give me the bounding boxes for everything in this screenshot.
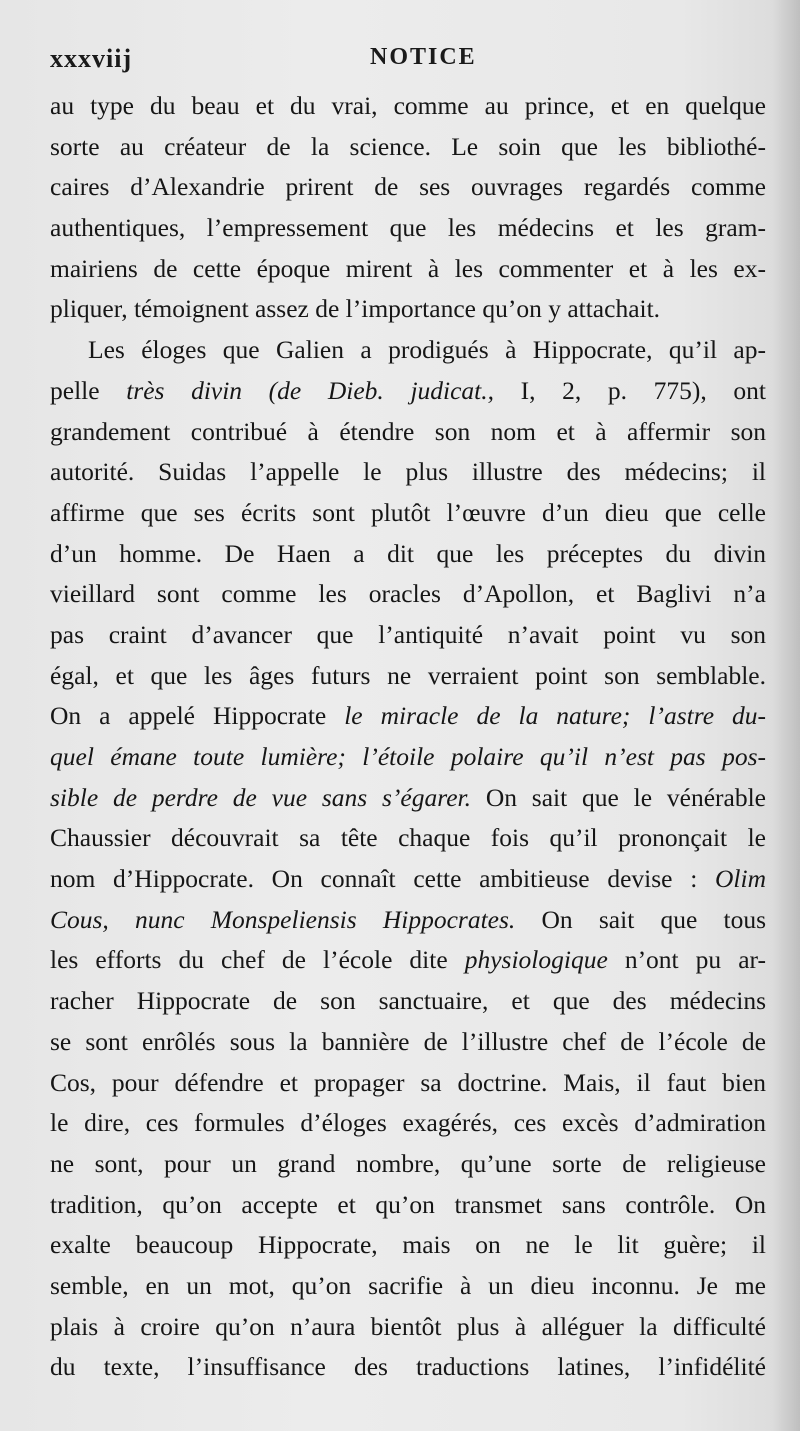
text-run: semble, en un mot, qu’on sacrifie à un dieu inconnu. Je me — [50, 1270, 766, 1300]
text-line — [50, 1225, 766, 1266]
text-run: sorte au créateur de la science. Le soin que les bibliothé- — [50, 131, 766, 161]
text-run: plais à croire qu’on n’aura bientôt plus à alléguer la difficulté — [50, 1311, 766, 1341]
text-line — [50, 1266, 766, 1307]
text-run: On sait que le vénérable — [471, 782, 766, 812]
text-line — [50, 1103, 766, 1144]
text-line — [50, 493, 766, 534]
text-line — [50, 208, 766, 249]
page-edge-shadow — [772, 0, 800, 1431]
text-run: caires d’Alexandrie prirent de ses ouvrages regardés comme — [50, 172, 766, 202]
text-line — [50, 167, 766, 208]
text-line — [50, 859, 766, 900]
italic-text: sible de perdre de vue sans s’égarer. — [50, 782, 472, 812]
text-run: Les éloges que Galien a prodigués à Hippocrate, qu’il ap- — [88, 335, 766, 365]
text-run: On sait que tous — [515, 904, 766, 934]
text-run: le dire, ces formules d’éloges exagérés, ces excès d’admiration — [50, 1108, 766, 1138]
italic-text: quel émane toute lumière; l’étoile polaire qu’il n’est pas pos- — [50, 742, 766, 771]
text-run: nom d’Hippocrate. On connaît cette ambitieuse devise : — [50, 864, 715, 894]
text-run: les efforts du chef de l’école dite — [50, 945, 465, 975]
text-run: égal, et que les âges futurs ne verraient point son semblable. — [50, 660, 766, 690]
text-run: racher Hippocrate de son sanctuaire, et que des médecins — [50, 986, 766, 1016]
text-line — [50, 371, 766, 412]
text-run: pliquer, témoignent assez de l’importance qu’on y attachait. — [50, 294, 661, 324]
text-line — [50, 534, 766, 575]
text-line — [50, 86, 766, 127]
text-line — [50, 900, 766, 941]
text-run: pelle — [50, 375, 127, 405]
text-line — [50, 412, 766, 453]
italic-text: très divin (de Dieb. judicat., — [126, 375, 495, 405]
italic-text: le miracle de la nature; l’astre du- — [344, 701, 766, 731]
text-line — [50, 452, 766, 493]
text-run: affirme que ses écrits sont plutôt l’œuvre d’un dieu que celle — [50, 497, 766, 527]
italic-text: Olim — [715, 864, 766, 894]
text-run: tradition, qu’on accepte et qu’on transmet sans contrôle. On — [50, 1189, 766, 1219]
text-line — [50, 981, 766, 1022]
text-run: pas craint d’avancer que l’antiquité n’avait point vu son — [50, 619, 766, 649]
text-line — [50, 1185, 766, 1226]
text-run: grandement contribué à étendre son nom et à affermir son — [50, 416, 766, 446]
text-line — [50, 1307, 766, 1348]
text-run: On a appelé Hippocrate — [50, 701, 345, 731]
text-line — [50, 696, 766, 737]
text-run: Cos, pour défendre et propager sa doctrine. Mais, il faut bien — [50, 1067, 766, 1097]
text-run: exalte beaucoup Hippocrate, mais on ne le lit guère; il — [50, 1230, 766, 1260]
text-line — [50, 940, 766, 981]
text-line — [50, 249, 766, 290]
running-head: NOTICE — [370, 44, 477, 70]
italic-text: physiologique — [464, 945, 608, 975]
text-run: d’un homme. De Haen a dit que les préceptes du divin — [50, 538, 766, 568]
text-line — [50, 574, 766, 615]
text-run: Chaussier découvrait sa tête chaque fois qu’il prononçait le — [50, 823, 766, 853]
text-run: authentiques, l’empressement que les médecins et les gram- — [50, 213, 766, 243]
page-number: xxxviij — [50, 44, 133, 73]
text-line — [50, 818, 766, 859]
text-line — [50, 778, 766, 819]
text-run: autorité. Suidas l’appelle le plus illustre des médecins; il — [50, 457, 766, 487]
text-run: au type du beau et du vrai, comme au prince, et en quelque — [50, 91, 766, 120]
text-line — [50, 289, 766, 330]
text-line — [50, 1022, 766, 1063]
text-run: du texte, l’insuffisance des traductions latines, l’infidélité — [50, 1352, 766, 1382]
text-run: I, 2, p. 775), ont — [494, 375, 766, 405]
text-line — [50, 737, 766, 778]
text-run: mairiens de cette époque mirent à les commenter et à les ex- — [50, 253, 766, 283]
italic-text: Cous, nunc Monspeliensis Hippocrates. — [50, 904, 516, 934]
text-run: se sont enrôlés sous la bannière de l’illustre chef de l’école de — [50, 1026, 766, 1056]
text-line — [50, 1063, 766, 1104]
text-line — [50, 656, 766, 697]
text-line — [50, 127, 766, 168]
body-text — [50, 86, 766, 1388]
text-run: ne sont, pour un grand nombre, qu’une sorte de religieuse — [50, 1148, 766, 1178]
text-run: n’ont pu ar- — [607, 945, 766, 975]
text-line — [50, 615, 766, 656]
text-line — [50, 1144, 766, 1185]
text-line — [50, 330, 766, 371]
page-header — [50, 40, 770, 80]
text-run: vieillard sont comme les oracles d’Apollon, et Baglivi n’a — [50, 579, 766, 609]
text-line — [50, 1347, 766, 1388]
